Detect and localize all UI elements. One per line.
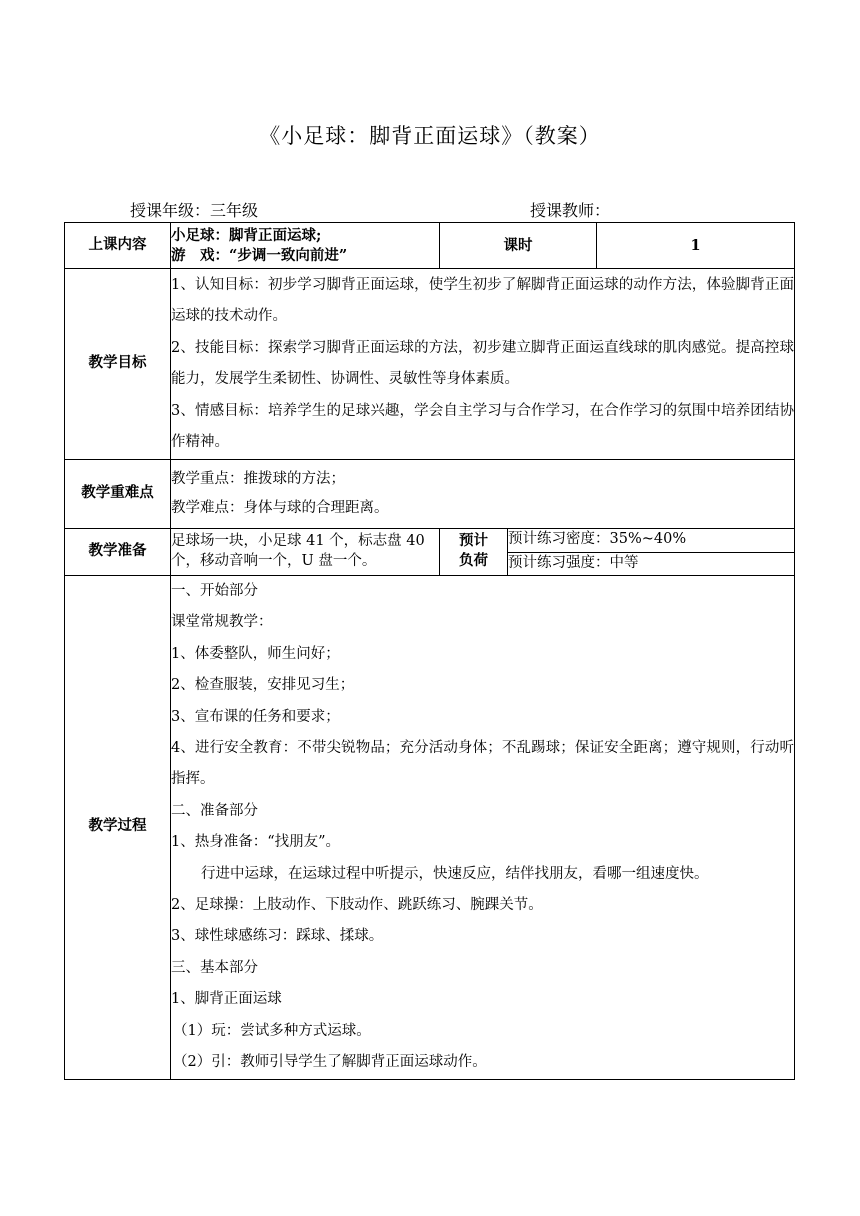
process-line: 一、开始部分 bbox=[171, 583, 258, 599]
objective-skill: 2、技能目标：探索学习脚背正面运球的方法，初步建立脚背正面运直线球的肌肉感觉。提高控球能力，发展学生柔韧性、协调性、灵敏性等身体素质。 bbox=[171, 339, 794, 387]
objectives-label: 教学目标 bbox=[65, 269, 171, 460]
process-line: 三、基本部分 bbox=[171, 959, 258, 976]
preparation-row bbox=[65, 529, 795, 553]
hours-label: 课时 bbox=[440, 223, 597, 269]
process-line: 课堂常规教学： bbox=[171, 614, 273, 631]
process-text bbox=[171, 576, 795, 1080]
objectives-row bbox=[65, 269, 795, 460]
objective-cognitive: 1、认知目标：初步学习脚背正面运球，使学生初步了解脚背正面运球的动作方法，体验脚背正面运球的技术动作。 bbox=[171, 276, 794, 324]
key-points-label: 教学重难点 bbox=[65, 460, 171, 529]
preparation-label: 教学准备 bbox=[65, 529, 171, 576]
process-row bbox=[65, 576, 795, 1080]
process-line: 1、体委整队，师生问好； bbox=[171, 645, 340, 662]
process-line: 3、宣布课的任务和要求； bbox=[171, 708, 340, 725]
lesson-plan-table bbox=[64, 222, 795, 1080]
content-text bbox=[171, 223, 440, 269]
key-points-row bbox=[65, 460, 795, 529]
key-difficulty: 教学难点：身体与球的合理距离。 bbox=[171, 500, 389, 516]
process-line: 2、检查服装，安排见习生； bbox=[171, 677, 355, 694]
objectives-text bbox=[171, 269, 795, 460]
content-label: 上课内容 bbox=[65, 223, 171, 269]
objective-affective: 3、情感目标：培养学生的足球兴趣，学会自主学习与合作学习，在合作学习的氛围中培养团结协作精神。 bbox=[171, 402, 794, 450]
process-line: 二、准备部分 bbox=[171, 802, 258, 819]
process-line: （1）玩：尝试多种方式运球。 bbox=[173, 1022, 371, 1039]
teacher-label: 授课教师： bbox=[530, 201, 611, 220]
practice-intensity: 预计练习强度：中等 bbox=[508, 552, 795, 576]
load-label-line-1: 预计 bbox=[459, 533, 488, 550]
process-line: （2）引：教师引导学生了解脚背正面运球动作。 bbox=[173, 1054, 487, 1071]
process-line: 4、进行安全教育：不带尖锐物品；充分活动身体；不乱踢球；保证安全距离；遵守规则，行动听指挥。 bbox=[171, 740, 794, 788]
process-line: 行进中运球，在运球过程中听提示，快速反应，结伴找朋友，看哪一组速度快。 bbox=[201, 865, 709, 882]
process-line: 1、热身准备：“找朋友”。 bbox=[171, 834, 341, 851]
process-line: 3、球性球感练习：踩球、揉球。 bbox=[171, 928, 384, 945]
content-row bbox=[65, 223, 795, 269]
practice-density: 预计练习密度：35%~40% bbox=[508, 529, 795, 553]
hours-value: 1 bbox=[597, 223, 795, 269]
content-line-2: 游 戏：“步调一致向前进” bbox=[171, 246, 348, 264]
key-points-text bbox=[171, 460, 795, 529]
content-line-1: 小足球：脚背正面运球; bbox=[171, 226, 322, 244]
process-label: 教学过程 bbox=[65, 576, 171, 1080]
grade-label: 授课年级：三年级 bbox=[130, 201, 259, 220]
load-label bbox=[440, 529, 508, 576]
process-line: 1、脚背正面运球 bbox=[171, 991, 282, 1008]
key-focus: 教学重点：推拨球的方法； bbox=[171, 471, 345, 487]
process-line: 2、足球操：上肢动作、下肢动作、跳跃练习、腕踝关节。 bbox=[171, 897, 543, 914]
load-label-line-2: 负荷 bbox=[459, 553, 488, 569]
preparation-text: 足球场一块，小足球 41 个，标志盘 40 个，移动音响一个，U 盘一个。 bbox=[171, 529, 440, 576]
page-title: 《小足球：脚背正面运球》（教案） bbox=[259, 124, 601, 148]
